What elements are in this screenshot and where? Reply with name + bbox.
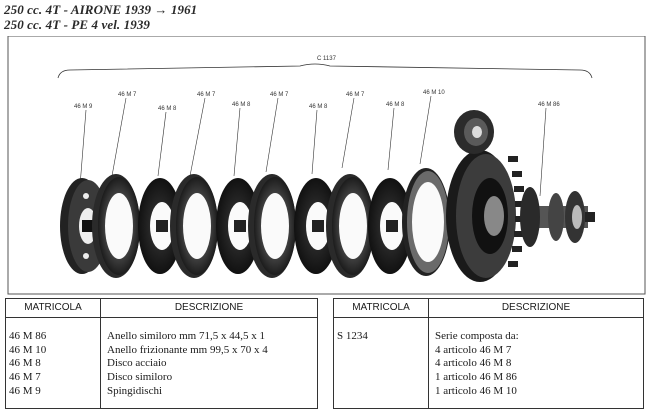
table-header <box>334 299 643 318</box>
table-cell-desc: 1 articolo 46 M 10 <box>435 384 517 397</box>
part-label: 46 M 9 <box>74 104 93 110</box>
col-header-matricola: MATRICOLA <box>334 299 429 317</box>
assembly-label: C 1137 <box>317 56 336 62</box>
code-column <box>6 318 101 408</box>
part-label: 46 M 8 <box>232 102 251 108</box>
table-cell-desc: Disco acciaio <box>107 357 167 370</box>
table-cell-desc: Spingidischi <box>107 384 163 397</box>
part-label: 46 M 7 <box>346 92 365 98</box>
part-label: 46 M 7 <box>118 92 137 98</box>
desc-column <box>429 318 643 408</box>
table-cell-code: 46 M 10 <box>9 343 47 356</box>
table-body <box>6 318 317 408</box>
part-label: 46 M 10 <box>423 90 445 96</box>
disc-m7 <box>170 174 218 278</box>
table-cell-code: S 1234 <box>337 330 368 342</box>
table-cell-desc: Serie composta da: <box>435 330 519 342</box>
part-label: 46 M 8 <box>158 106 177 112</box>
parts-table-left <box>5 298 318 409</box>
part-label: 46 M 8 <box>386 102 405 108</box>
table-cell-desc: Anello frizionante mm 99,5 x 70 x 4 <box>107 343 268 356</box>
parts-table-right <box>333 298 644 409</box>
friction-ring-m10 <box>402 168 450 276</box>
clutch-housing-gear <box>446 110 525 282</box>
clutch-exploded-diagram <box>0 36 650 296</box>
table-cell-desc: 1 articolo 46 M 86 <box>435 371 517 384</box>
table-cell-code: 46 M 86 <box>9 330 47 342</box>
part-label: 46 M 8 <box>309 104 328 110</box>
part-label: 46 M 7 <box>197 92 216 98</box>
desc-column <box>101 318 317 408</box>
col-header-descrizione: DESCRIZIONE <box>174 302 244 313</box>
col-header-matricola: MATRICOLA <box>6 299 101 317</box>
table-cell-code: 46 M 9 <box>9 384 41 397</box>
disc-m7 <box>248 174 296 278</box>
table-body <box>334 318 643 408</box>
table-cell-code: 46 M 8 <box>9 357 41 370</box>
hub-shaft-m86 <box>520 187 595 247</box>
disc-m7 <box>92 174 140 278</box>
title-line-2: 250 cc. 4T - PE 4 vel. 1939 <box>4 17 151 32</box>
part-label: 46 M 86 <box>538 102 560 108</box>
col-header-descrizione: DESCRIZIONE <box>501 302 571 313</box>
table-cell-desc: Anello similoro mm 71,5 x 44,5 x 1 <box>107 330 265 342</box>
table-cell-desc: 4 articolo 46 M 7 <box>435 343 512 356</box>
code-column <box>334 318 429 408</box>
table-cell-code: 46 M 7 <box>9 371 41 384</box>
disc-m7 <box>326 174 374 278</box>
title-block <box>4 2 197 32</box>
table-cell-desc: 4 articolo 46 M 8 <box>435 357 512 370</box>
part-label: 46 M 7 <box>270 92 289 98</box>
table-header <box>6 299 317 318</box>
title-line-1: 250 cc. 4T - AIRONE 1939 → 1961 <box>4 2 198 17</box>
assembly-brace <box>58 64 592 78</box>
table-cell-desc: Disco similoro <box>107 371 173 384</box>
